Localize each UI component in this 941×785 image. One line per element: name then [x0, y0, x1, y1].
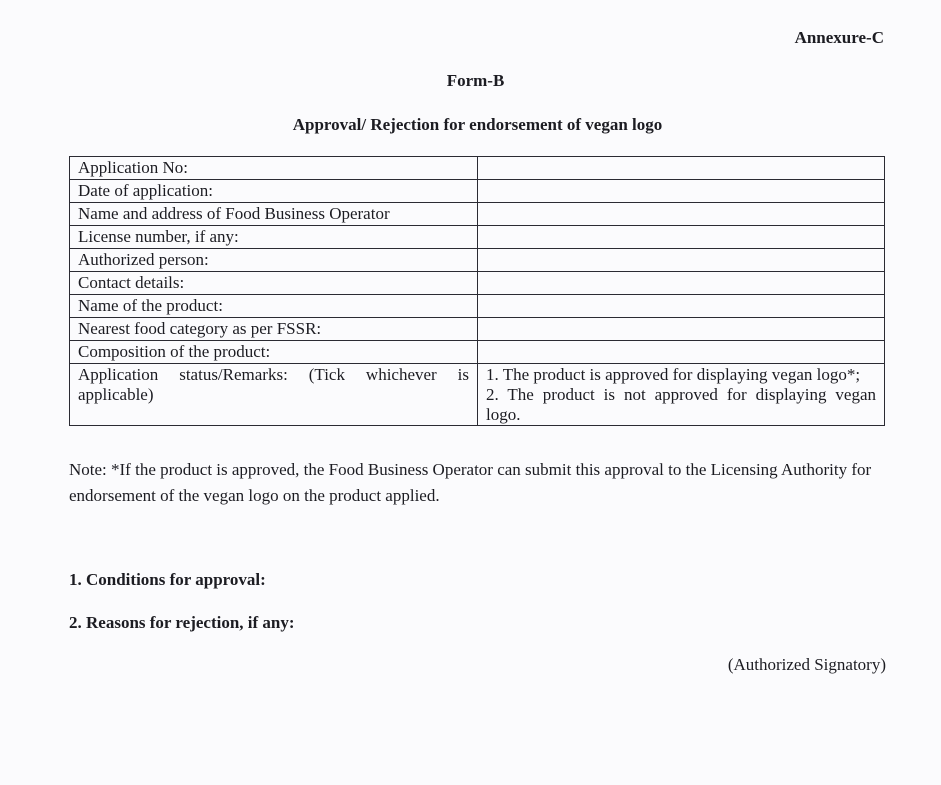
- field-value: [478, 157, 885, 180]
- field-value: [478, 249, 885, 272]
- field-label: Application No:: [70, 157, 478, 180]
- annexure-label: Annexure-C: [794, 28, 884, 47]
- field-label: Composition of the product:: [70, 341, 478, 364]
- table-row: [70, 295, 885, 318]
- table-row: [70, 203, 885, 226]
- table-row: [70, 318, 885, 341]
- field-label: Date of application:: [70, 180, 478, 203]
- authorized-signatory: (Authorized Signatory): [727, 655, 886, 674]
- status-option-approved[interactable]: 1. The product is approved for displaying vegan logo*;: [486, 365, 861, 384]
- note-text: Note: *If the product is approved, the Food Business Operator can submit this approval to the Licensing Authority for endorsement of the vegan logo on the product applied.: [69, 460, 872, 505]
- status-option-not-approved[interactable]: 2. The product is not approved for displaying vegan logo.: [486, 385, 876, 424]
- table-row: [70, 157, 885, 180]
- application-form-table: [69, 156, 885, 426]
- field-label: Name of the product:: [70, 295, 478, 318]
- table-row: [70, 249, 885, 272]
- field-value: [478, 295, 885, 318]
- table-row: [70, 226, 885, 249]
- table-row: [70, 272, 885, 295]
- field-value: [478, 226, 885, 249]
- status-row: [70, 364, 885, 426]
- field-value: [478, 272, 885, 295]
- form-title: Form-B: [446, 71, 505, 90]
- status-options: [478, 364, 885, 426]
- form-subtitle: Approval/ Rejection for endorsement of vegan logo: [292, 115, 663, 134]
- status-label: Application status/Remarks: (Tick whichever is applicable): [70, 364, 478, 426]
- field-value: [478, 341, 885, 364]
- conditions-for-approval: 1. Conditions for approval:: [69, 570, 266, 589]
- field-label: Authorized person:: [70, 249, 478, 272]
- field-value: [478, 318, 885, 341]
- field-label: Name and address of Food Business Operator: [70, 203, 478, 226]
- field-label: License number, if any:: [70, 226, 478, 249]
- field-label: Contact details:: [70, 272, 478, 295]
- field-label: Nearest food category as per FSSR:: [70, 318, 478, 341]
- field-value: [478, 180, 885, 203]
- table-row: [70, 341, 885, 364]
- field-value: [478, 203, 885, 226]
- reasons-for-rejection: 2. Reasons for rejection, if any:: [69, 613, 295, 632]
- table-row: [70, 180, 885, 203]
